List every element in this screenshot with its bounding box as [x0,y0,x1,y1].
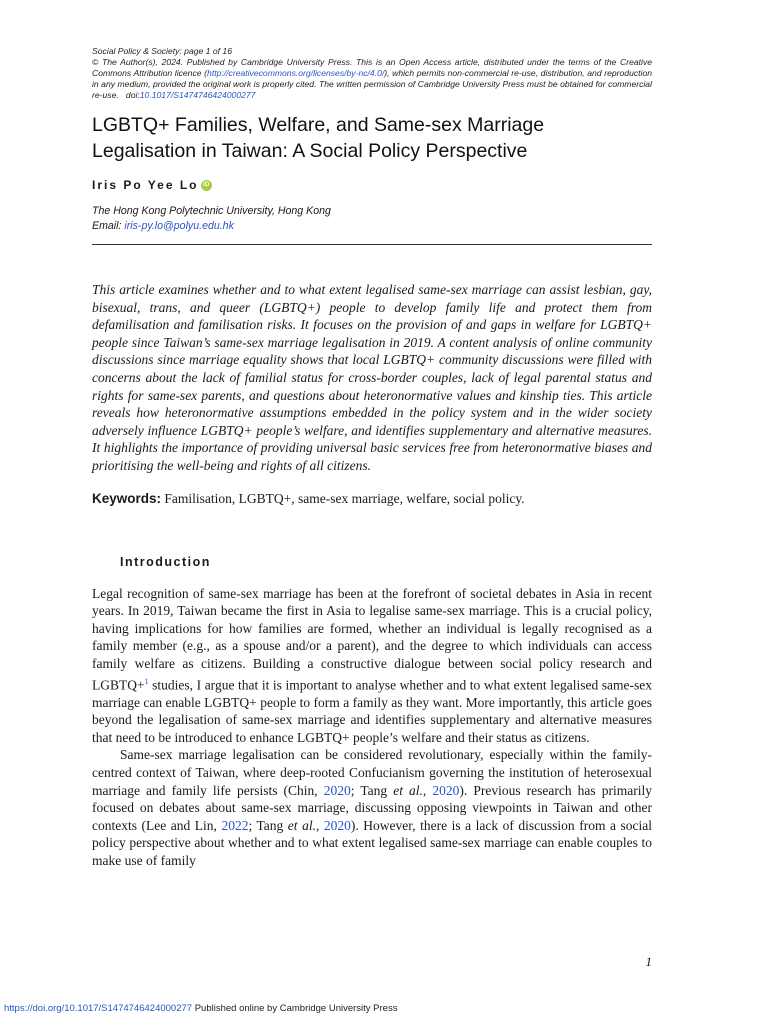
para2-text: ; Tang [350,782,394,798]
para2-text: , [315,817,324,833]
section-heading: Introduction [120,554,211,569]
citation-link[interactable]: 2020 [323,817,351,833]
email-line [92,219,652,234]
citation-link[interactable]: 2020 [432,782,460,798]
keywords-label: Keywords: [92,490,162,506]
et-al: et al. [393,782,423,798]
footer-published: Published online by Cambridge University Press [192,1003,398,1014]
para1-text-cont: studies, I argue that it is important to analyse whether and to what extent legalised same-sex marriage can enable LGBTQ+ people to form a family as they want. More importantly, this article goes beyond the legalisation of same-sex marriage and identifies supplementary and alternative measures that need to be introduced to enhance LGBTQ+ people’s welfare and their status as citizens. [92,677,652,745]
page-number: 1 [645,954,652,969]
email-label: Email: [92,220,122,232]
author [92,178,652,192]
article-title [92,112,652,164]
doi-link[interactable]: 10.1017/S1474746424000277 [139,90,256,100]
affiliation: The Hong Kong Polytechnic University, Hong Kong [92,205,331,217]
article-page [92,46,652,870]
header-rule [92,244,652,245]
keywords [92,491,652,507]
citation-link[interactable]: 2022 [221,817,249,833]
keywords-list: Familisation, LGBTQ+, same-sex marriage, welfare, social policy. [164,490,525,506]
para1-text: Legal recognition of same-sex marriage has been at the forefront of societal debates in Asia in recent years. In 2019, Taiwan became the first in Asia to legalise same-sex marriage. This is a crucial policy, having implications for how families are formed, whether an individual is legally recognised as a family member (e.g., as a spouse and/or a parent), and the degree to which individuals can access family welfare as citizens. Building a constructive dialogue between social policy research and LGBTQ+ [92,585,652,692]
page-footer [4,1003,397,1014]
paragraph-1 [92,585,652,747]
orcid-icon[interactable] [201,180,212,191]
title-line-1: LGBTQ+ Families, Welfare, and Same-sex Marriage [92,114,545,136]
footer-doi-link[interactable]: https://doi.org/10.1017/S1474746424000277 [4,1003,193,1014]
paragraph-2 [92,746,652,869]
license-link[interactable]: http://creativecommons.org/licenses/by-nc/4.0/ [207,68,385,78]
license-text: © The Author(s), 2024. Published by Cambridge University Press. This is an Open Access article, distributed under the terms of the Creative Commons Attribution licence ( [92,57,652,78]
doi-label: doi: [125,90,140,100]
et-al: et al. [287,817,316,833]
abstract: This article examines whether and to what extent legalised same-sex marriage can assist lesbian, gay, bisexual, trans, and queer (LGBTQ+) people to develop family life and protect them from defamilisation and familisation risks. It focuses on the provision of and gaps in welfare for LGBTQ+ people since Taiwan’s same-sex marriage legalisation in 2019. A content analysis of online community discussions since marriage equality shows that local LGBTQ+ community discussions were filled with concerns about the lack of familial status for cross-border couples, lack of legal parental status and rights for same-sex parents, and questions about heteronormative values and kinship ties. This article reveals how heteronormative assumptions embedded in the policy system and in the wider society adversely influence LGBTQ+ people’s welfare, and identifies supplementary and alternative measures. It highlights the importance of providing universal basic services free from heteronormative biases and prioritising the well-being and rights of all citizens. [92,282,652,473]
affiliation-block [92,204,652,234]
journal-header [92,46,652,101]
para2-text: ). Previous research has primarily focused on debates about same-sex marriage, discussing opposing viewpoints in Taiwan and other contexts (Lee and Lin, [92,782,652,833]
footnote-ref[interactable]: 1 [144,676,149,686]
title-line-2: Legalisation in Taiwan: A Social Policy Perspective [92,140,528,162]
license-text-cont: ), which permits non-commercial re-use, distribution, and reproduction in any medium, provided the original work is properly cited. The written permission of Cambridge University Press must be obtained for commercial re-use. [92,68,653,100]
body-text [92,585,652,870]
para2-text: ; Tang [248,817,288,833]
email-link[interactable]: iris-py.lo@polyu.edu.hk [124,220,234,232]
para2-text: , [422,782,433,798]
license-statement [92,57,652,101]
journal-line: Social Policy & Society: page 1 of 16 [92,46,232,56]
author-name: Iris Po Yee Lo [92,178,199,192]
para2-text: Same-sex marriage legalisation can be considered revolutionary, especially within the family-centred context of Taiwan, where deep-rooted Confucianism governing the institution of heterosexual marriage and family life persists (Chin, [92,747,652,798]
citation-link[interactable]: 2020 [323,782,351,798]
para2-text: ). However, there is a lack of discussion from a social policy perspective about whether and to what extent legalised same-sex marriage can enable couples to make use of family [92,817,652,868]
